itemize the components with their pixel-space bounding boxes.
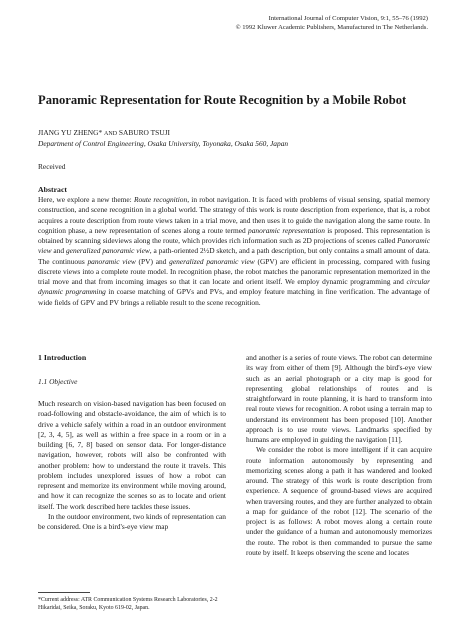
paragraph: Much research on vision-based navigation has been focused on road-following and obstacle-avoidance, the aim of which is to drive a vehicle safely within a road in an outdoor environment [2, 3, 4, 5], as well as within a free space in a room or in a building [6, 7, 8] based on sensor data. For longer-distance navigation, however, robots will also be confronted with another problem: how to understand the route it travels. This problem includes unexplored issues of how a robot can represent and memorize its environment while moving around, and how it can recognize the scenes so as to locate and orient itself. The work described here tackles these issues. [38, 399, 226, 511]
abstract-emphasis: generalized panoramic view [169, 256, 255, 266]
abstract-emphasis: panoramic view [87, 256, 136, 266]
paper-title: Panoramic Representation for Route Recognition by a Mobile Robot [38, 93, 407, 107]
abstract-emphasis: generalized panoramic view [65, 246, 150, 256]
received-label: Received [38, 162, 66, 171]
subsection-heading: 1.1 Objective [38, 377, 78, 386]
author-name: JIANG YU ZHENG* [38, 128, 103, 137]
abstract-emphasis: panoramic representation [248, 225, 325, 235]
footnote-divider [38, 592, 90, 593]
left-column [38, 399, 226, 532]
abstract-text: , in robot navigation. It is faced with problems of visual sensing, spatial memory construction, and scene recognition in a global world. The strategy of this work is route description from experience, that is, a robot acquires a route description from route views taken in a trial move, and then uses it to guide the navigation along the same route. In cognition phase, a new representation of scenes along a route termed [38, 195, 430, 235]
abstract-text: (GPV) are efficient in processing, compared with fusing discrete views into a complete route model. In recognition phase, the robot matches the panoramic representation memorized in the trial move and that from incoming images so that it can locate and orient itself. We employ dynamic programming and [38, 256, 430, 286]
section-heading: 1 Introduction [38, 353, 87, 362]
abstract-text: and [51, 246, 66, 256]
running-header [168, 14, 428, 32]
abstract-text: Here, we explore a new theme: [38, 195, 134, 204]
abstract-emphasis: Panoramic view [38, 236, 430, 256]
copyright-notice: © 1992 Kluwer Academic Publishers, Manufactured in The Netherlands. [235, 24, 428, 31]
footnote: *Current address: ATR Communication Systems Research Laboratories, 2-2 Hikaridai, Seika, Soraku, Kyoto 619-02, Japan. [38, 597, 218, 611]
abstract-text: is proposed. This representation is obtained by scanning sideviews along the route, which provides rich information such as 2D projections of scenes called [38, 225, 430, 245]
right-column [246, 353, 432, 558]
author-name: SABURO TSUJI [118, 128, 170, 137]
abstract-text: (PV) and [135, 256, 170, 266]
abstract-text: in coarse matching of GPVs and PVs, and employ feature matching in fine verification. The advantage of wide fields of GPV and PV brings a reliable result to the scene recognition. [38, 287, 431, 307]
abstract-body [38, 195, 430, 308]
author-affiliation: Department of Control Engineering, Osaka University, Toyonaka, Osaka 560, Japan [38, 139, 289, 148]
abstract-emphasis: Route recognition [133, 195, 188, 204]
journal-citation: International Journal of Computer Vision, 9:1, 55–76 (1992) [268, 15, 428, 22]
abstract-text: , a path-oriented 2½D sketch, and a path description, but only contains a small amount of data. The continuous [38, 246, 431, 266]
abstract-heading: Abstract [38, 185, 68, 194]
author-conjunction: AND [104, 131, 118, 137]
paragraph: We consider the robot is more intelligent if it can acquire route information autonomously by representing and memorizing scenes along a path it has wandered and looked around. The strategy of this work is route description from experience. A sequence of ground-based views are acquired when traversing routes, and they are further analyzed to obtain a map for guidance of the robot [12]. The scenario of the project is as follows: A robot moves along a certain route under the guidance of a human and autonomously memorizes the route. The robot is then commanded to pursue the same route by itself. It keeps observing the scene and locates [246, 445, 432, 557]
abstract-emphasis: circular dynamic programming [38, 277, 430, 297]
paragraph: and another is a series of route views. The robot can determine its way from either of them [9]. Although the bird's-eye view such as an aerial photograph or a city map is good for representing global relationships of routes and is straightforward in route planning, it is hard to transform into real route views for recognition. A robot using a terrain map to understand its environment has been proposed [10]. Another approach is to use route views. Landmarks specified by humans are employed in guiding the navigation [11]. [246, 353, 432, 444]
paragraph: In the outdoor environment, two kinds of representation can be considered. One is a bird's-eye view map [38, 511, 226, 531]
author-line [38, 128, 438, 139]
